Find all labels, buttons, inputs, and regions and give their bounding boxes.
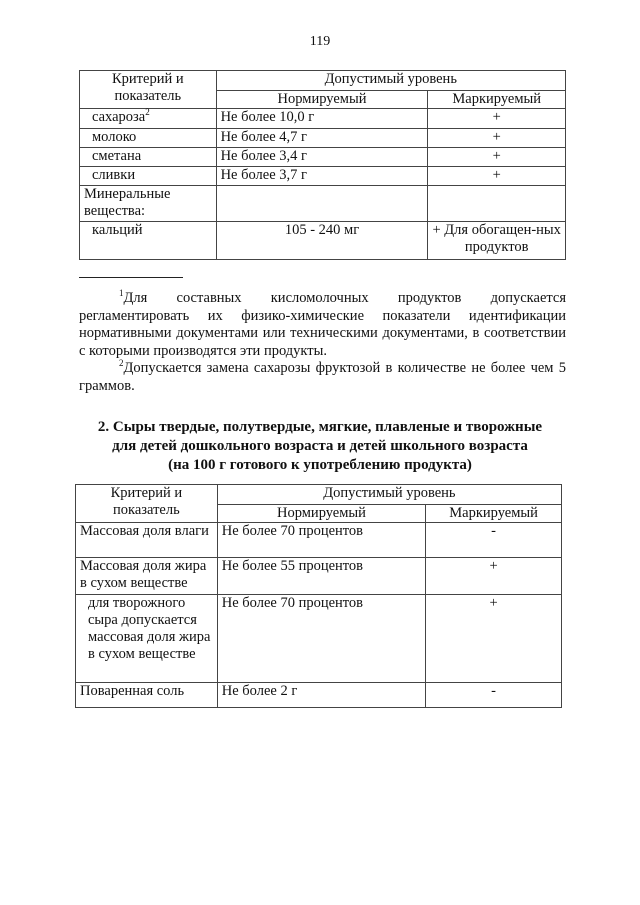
labeled-cell: + <box>428 109 566 129</box>
normalized-cell: 105 - 240 мг <box>216 222 428 260</box>
footnote-ref: 2 <box>145 107 150 118</box>
header-allowed-level: Допустимый уровень <box>217 485 561 505</box>
normalized-cell: Не более 2 г <box>217 683 425 708</box>
header-labeled: Маркируемый <box>426 505 562 523</box>
footnote-divider <box>79 277 183 278</box>
table-row <box>76 523 562 558</box>
footnote-1: $^1$Для составных кисломолочных продуктов допускается регламентировать их физико-химические показатели идентификации нормативными документами или техническими документами, в соответствии с которыми производятся эти продукты. <box>79 288 566 359</box>
table-row <box>80 167 566 186</box>
page-number: 119 <box>309 34 331 49</box>
normalized-cell: Не более 3,7 г <box>216 167 428 186</box>
criterion-cell: Минеральные вещества: <box>80 186 217 222</box>
table-row <box>76 558 562 595</box>
criterion-cell: для творожного сыра допускается массовая доля жира в сухом веществе <box>76 595 218 683</box>
criterion-cell: молоко <box>80 129 217 148</box>
labeled-cell: + <box>428 148 566 167</box>
table-row <box>80 109 566 129</box>
criterion-cell: Поваренная соль <box>76 683 218 708</box>
labeled-cell <box>428 186 566 222</box>
labeled-cell: + Для обогащен-ных продуктов <box>428 222 566 260</box>
header-normalized: Нормируемый <box>216 91 428 109</box>
criterion-cell: кальций <box>80 222 217 260</box>
footnotes <box>79 290 566 395</box>
labeled-cell: + <box>428 167 566 186</box>
normalized-cell <box>216 186 428 222</box>
criterion-cell: сметана <box>80 148 217 167</box>
normalized-cell: Не более 3,4 г <box>216 148 428 167</box>
normalized-cell: Не более 4,7 г <box>216 129 428 148</box>
footnote-2: $^2$Допускается замена сахарозы фруктозой в количестве не более чем 5 граммов. <box>79 358 566 394</box>
labeled-cell: - <box>426 523 562 558</box>
normalized-cell: Не более 10,0 г <box>216 109 428 129</box>
normalized-cell: Не более 55 процентов <box>217 558 425 595</box>
table-row <box>80 222 566 260</box>
normalized-cell: Не более 70 процентов <box>217 595 425 683</box>
criterion-cell: Массовая доля жира в сухом веществе <box>76 558 218 595</box>
normalized-cell: Не более 70 процентов <box>217 523 425 558</box>
criterion-cell: Массовая доля влаги <box>76 523 218 558</box>
table-row <box>80 186 566 222</box>
labeled-cell: + <box>428 129 566 148</box>
labeled-cell: - <box>426 683 562 708</box>
header-criterion: Критерий и показатель <box>76 485 218 523</box>
table-cheese <box>75 484 562 708</box>
criterion-cell: сахароза$^2$ <box>80 109 217 129</box>
criterion-cell: сливки <box>80 167 217 186</box>
header-labeled: Маркируемый <box>428 91 566 109</box>
table-row <box>80 148 566 167</box>
section-title: 2. Сыры твердые, полутвердые, мягкие, плавленые и творожные для детей дошкольного возраста и детей школьного возраста (на 100 г готового к употреблению продукта) <box>97 419 543 473</box>
table-sugar-minerals <box>79 70 566 260</box>
table-row <box>80 129 566 148</box>
header-criterion: Критерий и показатель <box>80 71 217 109</box>
header-allowed-level: Допустимый уровень <box>216 71 565 91</box>
header-normalized: Нормируемый <box>217 505 425 523</box>
labeled-cell: + <box>426 595 562 683</box>
labeled-cell: + <box>426 558 562 595</box>
table-row <box>76 595 562 683</box>
table-row <box>76 683 562 708</box>
